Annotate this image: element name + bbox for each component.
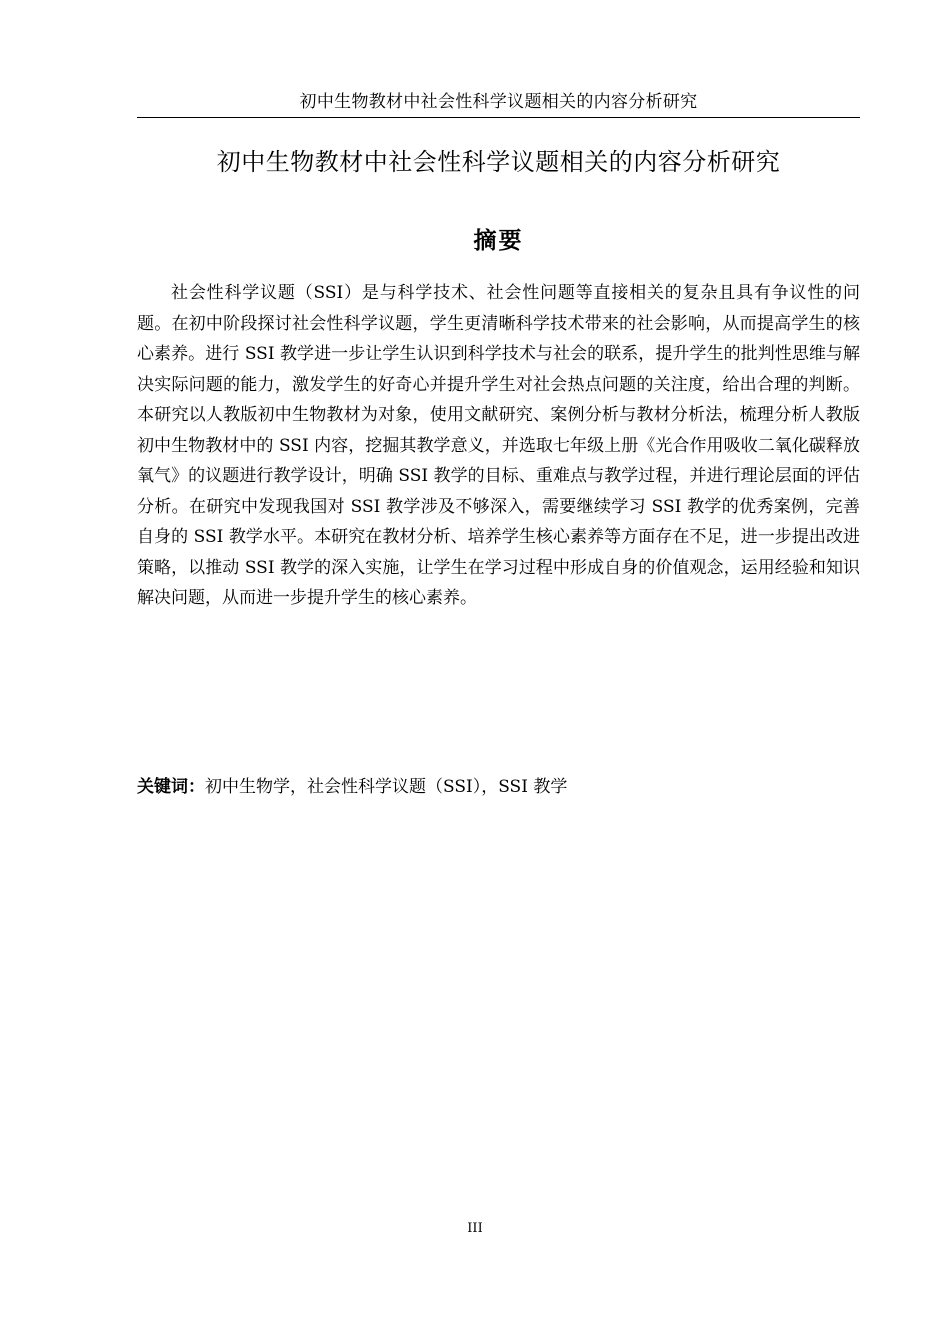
running-header	[137, 91, 860, 118]
running-header-title: 初中生物教材中社会性科学议题相关的内容分析研究	[299, 92, 698, 112]
keywords-label: 关键词：	[137, 777, 205, 797]
page-number: III	[467, 1221, 483, 1236]
abstract-paragraph: 社会性科学议题（SSI）是与科学技术、社会性问题等直接相关的复杂且具有争议性的问题。在初中阶段探讨社会性科学议题，学生更清晰科学技术带来的社会影响，从而提高学生的核心素养。进行 SSI 教学进一步让学生认识到科学技术与社会的联系，提升学生的批判性思维与解决实际问题的能力，激发学生的好奇心并提升学生对社会热点问题的关注度，给出合理的判断。本研究以人教版初中生物教材为对象，使用文献研究、案例分析与教材分析法，梳理分析人教版初中生物教材中的 SSI 内容，挖掘其教学意义，并选取七年级上册《光合作用吸收二氧化碳释放氧气》的议题进行教学设计，明确 SSI 教学的目标、重难点与教学过程，并进行理论层面的评估分析。在研究中发现我国对 SSI 教学涉及不够深入，需要继续学习 SSI 教学的优秀案例，完善自身的 SSI 教学水平。本研究在教材分析、培养学生核心素养等方面存在不足，进一步提出改进策略，以推动 SSI 教学的深入实施，让学生在学习过程中形成自身的价值观念，运用经验和知识解决问题，从而进一步提升学生的核心素养。	[137, 283, 860, 608]
keywords-text: 初中生物学，社会性科学议题（SSI），SSI 教学	[205, 777, 568, 797]
keywords-line	[137, 773, 860, 801]
abstract-heading: 摘要	[473, 228, 524, 254]
document-title: 初中生物教材中社会性科学议题相关的内容分析研究	[216, 148, 781, 176]
